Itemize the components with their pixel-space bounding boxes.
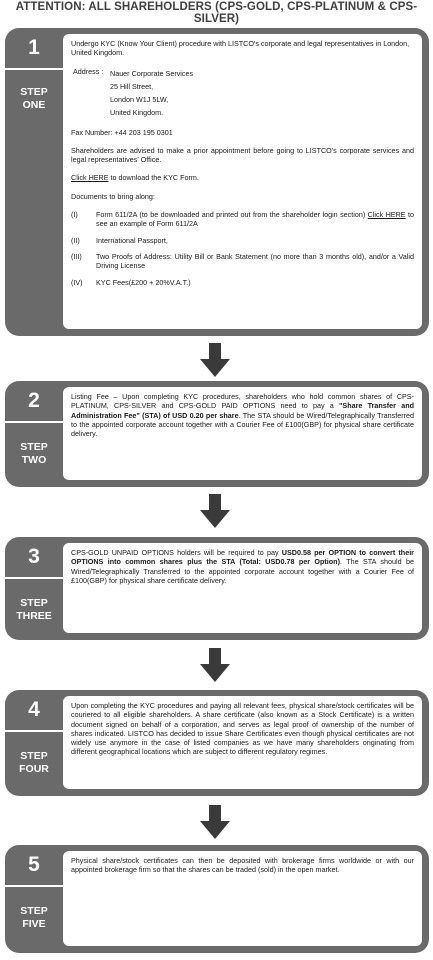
divider (5, 577, 63, 579)
step-text: Physical share/stock certificates can then be deposited with brokerage firms worldwide or with our appointed brokerage firm so that the shares can be traded (sold) in the open market. (71, 856, 414, 875)
step-number: 5 (28, 853, 40, 876)
step-three-panel (5, 537, 429, 640)
fax-number: Fax Number: +44 203 195 0301 (71, 127, 173, 137)
kyc-intro: Undergo KYC (Know Your Client) procedure with LISTCO's corporate and legal representatives in London, United Kingdom. (71, 39, 410, 58)
step-text: Upon completing the KYC procedures and paying all relevant fees, physical share/stock certificates will be couriered to all eligible shareholders. A share certificate (also known as a Stock Certificate) is a written document signed on behalf of a corporation, and serves as legal proof of ownership of the number of shares indicated. LISTCO has decided to issue Share Certificates even though physical certificates are not widely use anymore in the case of listed companies as we have many shareholders originating from different geographical locations which are subject to different regulatory regimes. (71, 701, 414, 757)
step-content (63, 387, 422, 480)
divider (5, 885, 63, 887)
list-item: (II) International Passport, (71, 235, 168, 245)
divider (5, 730, 63, 732)
step-number: 2 (28, 389, 40, 412)
step-text: Listing Fee – Upon completing KYC procedures, shareholders who hold common shares of CPS-PLATINUM, CPS-SILVER and CPS-GOLD PAID OPTIONS need to pay a "Share Transfer and Administration Fee" (STA) of USD 0.20 per share. The STA should be Wired/Telegraphically Transferred to the appointed corporate account together with a Courier Fee of £100(GBP) for physical share certificate delivery. (71, 392, 414, 439)
step-label: STEP FIVE (20, 905, 48, 930)
step-number: 3 (28, 545, 40, 568)
list-item: (III) Two Proofs of Address: Utility Bill or Bank Statement (no more than 3 months old), and/or a Valid Driving License (71, 251, 414, 271)
step-content (63, 696, 422, 789)
step-number: 4 (28, 698, 40, 721)
documents-list (71, 210, 414, 287)
address-block: Address : Nauer Corporate Services 25 Hill Street, London W1J 5LW, United Kingdom. (73, 66, 194, 117)
docs-heading: Documents to bring along: (71, 191, 155, 201)
down-arrow-icon (200, 648, 230, 682)
kyc-form-link[interactable]: Click HERE (71, 173, 109, 183)
form-example-link[interactable]: Click HERE (367, 210, 406, 220)
appointment-advice: Shareholders are advised to make a prior appointment before going to LISTCO's corporate services and legal representatives' Office. (71, 145, 414, 165)
step-label: STEP THREE (16, 597, 52, 622)
divider (5, 68, 63, 70)
step-number: 1 (28, 36, 40, 59)
step-label: STEP TWO (20, 441, 48, 466)
page-title: ATTENTION: ALL SHAREHOLDERS (CPS-GOLD, CPS-PLATINUM & CPS-SILVER) (15, 1, 418, 25)
step-two-panel (5, 381, 429, 487)
step-content (63, 34, 422, 329)
kyc-download: Click HERE to download the KYC Form. (71, 173, 199, 183)
step-content (63, 543, 422, 633)
step-label: STEP FOUR (19, 750, 49, 775)
step-content (63, 851, 422, 946)
down-arrow-icon (200, 494, 230, 528)
step-four-panel (5, 690, 429, 796)
down-arrow-icon (200, 805, 230, 839)
step-label: STEP ONE (20, 86, 48, 111)
divider (5, 421, 63, 423)
step-text: CPS-GOLD UNPAID OPTIONS holders will be required to pay USD0.58 per OPTION to convert their OPTIONS into common shares plus the STA (Total: USD0.78 per Option). The STA should be Wired/Telegraphically Transferred to the appointed corporate account together with a Courier Fee of £100(GBP) for physical share certificate delivery. (71, 548, 414, 585)
list-item: (I) Form 611/2A (to be downloaded and printed out from the shareholder login section) Click HERE to see an example of Form 611/2A (71, 210, 414, 229)
step-one-panel (5, 28, 429, 336)
step-five-panel (5, 845, 429, 953)
list-item: (IV) KYC Fees(£200 + 20%V.A.T.) (71, 277, 191, 287)
down-arrow-icon (200, 343, 230, 377)
